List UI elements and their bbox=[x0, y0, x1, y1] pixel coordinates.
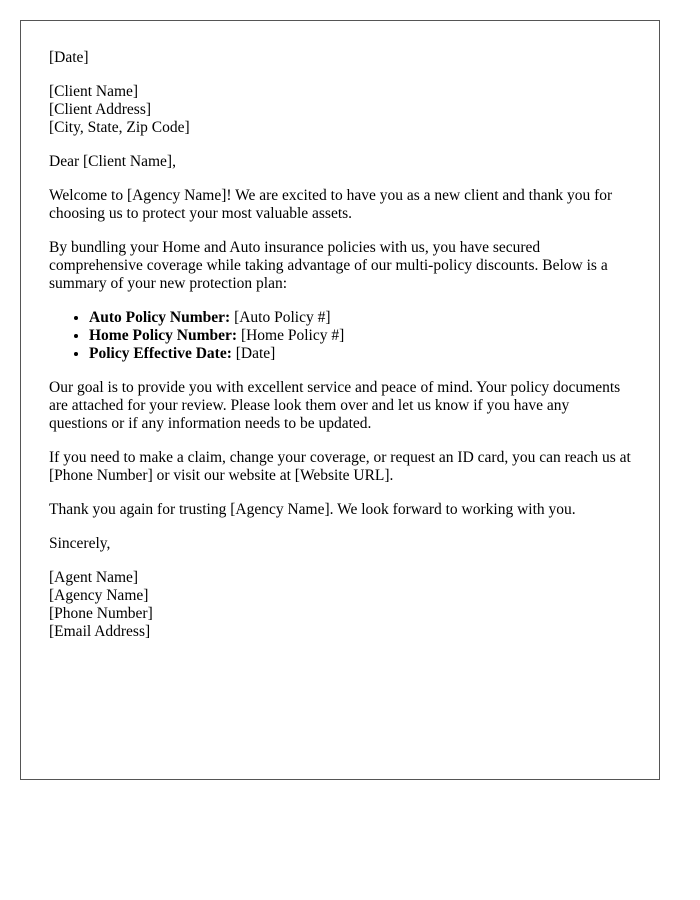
policy-summary-list bbox=[49, 309, 631, 363]
list-item bbox=[89, 345, 631, 363]
recipient-block bbox=[49, 83, 631, 137]
policy-item-value: [Date] bbox=[231, 345, 276, 362]
signature-agency-name: [Agency Name] bbox=[49, 587, 149, 604]
salutation: Dear [Client Name], bbox=[49, 153, 176, 170]
list-item bbox=[89, 327, 631, 345]
policy-item-value: [Home Policy #] bbox=[237, 327, 345, 344]
policy-item-label: Home Policy Number: bbox=[89, 327, 238, 344]
signature-phone: [Phone Number] bbox=[49, 605, 153, 622]
policy-item-value: [Auto Policy #] bbox=[230, 309, 331, 326]
recipient-city-state-zip: [City, State, Zip Code] bbox=[49, 119, 190, 136]
recipient-address: [Client Address] bbox=[49, 101, 152, 118]
paragraph-contact: If you need to make a claim, change your coverage, or request an ID card, you can reach us at [Phone Number] or visit our website at [Website URL]. bbox=[49, 449, 631, 484]
closing: Sincerely, bbox=[49, 535, 111, 552]
letter-page bbox=[20, 20, 660, 780]
letter-date: [Date] bbox=[49, 49, 89, 66]
policy-item-label: Auto Policy Number: bbox=[89, 309, 231, 326]
paragraph-bundling: By bundling your Home and Auto insurance policies with us, you have secured comprehensive coverage while taking advantage of our multi-policy discounts. Below is a summary of your new protection plan: bbox=[49, 239, 608, 292]
signature-block bbox=[49, 569, 631, 641]
policy-item-label: Policy Effective Date: bbox=[89, 345, 232, 362]
signature-email: [Email Address] bbox=[49, 623, 151, 640]
paragraph-thanks: Thank you again for trusting [Agency Name]. We look forward to working with you. bbox=[49, 501, 576, 518]
paragraph-service: Our goal is to provide you with excellent service and peace of mind. Your policy documents are attached for your review. Please look them over and let us know if you have any questions or if any information needs to be updated. bbox=[49, 379, 621, 432]
signature-agent-name: [Agent Name] bbox=[49, 569, 139, 586]
paragraph-welcome: Welcome to [Agency Name]! We are excited to have you as a new client and thank you for choosing us to protect your most valuable assets. bbox=[49, 187, 613, 222]
recipient-name: [Client Name] bbox=[49, 83, 139, 100]
list-item bbox=[89, 309, 631, 327]
